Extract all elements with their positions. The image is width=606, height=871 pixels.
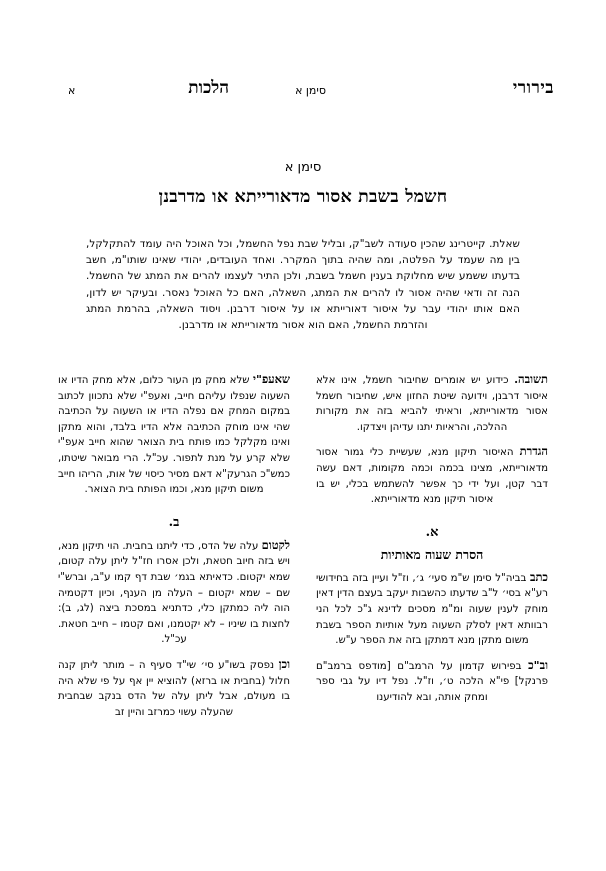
- paragraph-lead-word: וכן: [278, 656, 290, 671]
- paragraph-body: בפירוש קדמון על הרמב"ם [מודפס ברמב"ם פרנקל] פי"א הלכה ט׳, וז"ל. נפל דיו על גבי ספר ומחק אותה, ובא להודיענו: [316, 660, 548, 703]
- section-heading-bet: [58, 514, 290, 532]
- paragraph-lead-word: שאעפ"י: [253, 372, 290, 386]
- paragraph-body: שלא מחק מן העור כלום, אלא מחק הדיו או השעוה שנפלו עליהם חייב, ואעפ"י שלא נתכוון לכתוב במקום המחק אם נפלה הדיו או השעוה על הכתיבה שהי אינו מוחק הכתיבה אלא הדיו בלבד, והוא מתקן ואינו מקלקל כמו פותח בית הצואר שהוא חייב אעפ"י שלא קרע על מנת לתפור. עכ"ל. הרי מבואר שיטתו, כמש"כ הגרעק"א דאם מסיר כיסוי של אות, הריהו חייב משום תיקון מנא, וכמו הפותח בית הצואר.: [58, 375, 290, 496]
- paragraph-lead-word: תשובה.: [514, 372, 548, 386]
- title-block: [60, 158, 546, 209]
- paragraph-lead-word: הגדרת: [519, 444, 548, 459]
- section-heading-alef: [316, 524, 548, 564]
- paragraph-teshuva: [316, 372, 548, 435]
- paragraph-katav: [316, 570, 548, 649]
- running-head-siman: סימן א: [295, 84, 326, 97]
- section-number: א.: [425, 524, 439, 540]
- section-title: הסרת שעוה מאותיות: [380, 546, 484, 562]
- paragraph-hagdarat: [316, 444, 548, 507]
- paragraph-lead-word: לקטום: [261, 537, 290, 552]
- paragraph-lead-word: כתב: [529, 569, 548, 584]
- page-number: א: [68, 84, 76, 97]
- running-head-section-word: הלכות: [188, 78, 229, 98]
- paragraph-shaafi: [58, 372, 290, 498]
- section-number: ב.: [168, 514, 180, 530]
- paragraph-vechen: [58, 657, 290, 720]
- paragraph-liktom: [58, 538, 290, 648]
- paragraph-body: כידוע יש אומרים שחיבור חשמל, אינו אלא איסור דרבנן, וידועה שיטת החזון איש, שחיבור חשמל אסור מדאורייתא, וראיתי להביא בזה את מקורות ההלכה, והראיות יתנו עדיהן ויצדקו.: [316, 375, 548, 433]
- body-columns: [58, 372, 548, 842]
- page-title: חשמל בשבת אסור מדאורייתא או מדרבנן: [158, 187, 448, 207]
- paragraph-lead-word: וב"כ: [528, 657, 548, 672]
- column-left: [58, 372, 290, 842]
- paragraph-body: בביה"ל סימן ש"מ סעי׳ ג׳, וז"ל ועיין בזה בחידושי רע"א בסי׳ ל"ב שדעתו כהשבות יעקב בעצם הדין דאין מוחק לענין שעוה ומ"מ מסכים לדינא ג"כ לכל הני רבוותא דאין לסלק השעוה מעל אותיות הספר בשבת משום מתקן מנא דמתקן בזה את הספר ע"ש.: [316, 572, 548, 647]
- paragraph-body: נפסק בשו"ע סי׳ שי"ד סעיף ה – מותר ליתן קנה חלול (בחבית או ברזא) להוציא יין אף על פי שלא היה בו מעולם, אבל ליתן עלה של הדס בנקב שבחבית שהעלה עשוי כמרזב והיין זב: [58, 659, 290, 718]
- paragraph-body: האיסור תיקון מנא, שעשיית כלי גמור אסור מדאורייתא, מצינו בכמה וכמה מקומות, דאם עשה דבר קטן, ועל ידי כך אפשר להשתמש בכלי, יש בו איסור תיקון מנא מדאורייתא.: [316, 447, 548, 506]
- running-head-book-title: בירורי: [512, 78, 554, 98]
- siman-label: סימן א: [284, 160, 322, 175]
- running-head: [52, 78, 554, 104]
- column-right: [316, 372, 548, 842]
- intro-paragraph: שאלת. קייטרינג שהכין סעודה לשב"ק, ובליל שבת נפל החשמל, וכל האוכל היה עומד להתקלקל, בין מה שעמד על הפלטה, ומה שהיה בתוך המקרר. ואחד העובדים, יהודי שאינו שותו"מ, חשב בדעתו ששמע שיש מחלוקת בענין חשמל בשבת, ולכן התיר לעצמו להרים את המתג של החשמל. הנה זה ודאי שהיה אסור לו להרים את המתג, השאלה, האם כל האוכל נאסר. ובעיקר יש לדון, האם אותו יהודי עבר על איסור דאורייתא או על איסור דרבנן. ויסוד השאלה, בהרמת המתג והזרמת החשמל, האם הוא אסור מדאורייתא או מדרבנן.: [86, 238, 520, 332]
- paragraph-body: עלה של הדס, כדי ליתנו בחבית. הוי תיקון מנא, ויש בזה חיוב חטאת, ולכן אסרו חז"ל ליתן עלה קטום, שמא יקטום. כדאיתא בגמ׳ שבת דף קמו ע"ב, וברש"י שם – שמא יקטום – העלה מן הענף, וכיון דקטמיה הוה ליה כמתקן כלי, כדתניא במסכת ביצה (לג, ב): לחצות בו שיניו – לא יקטמנו, ואם קטמו – חייב חטאת. עכ"ל.: [58, 540, 290, 646]
- paragraph-ubach: [316, 658, 548, 706]
